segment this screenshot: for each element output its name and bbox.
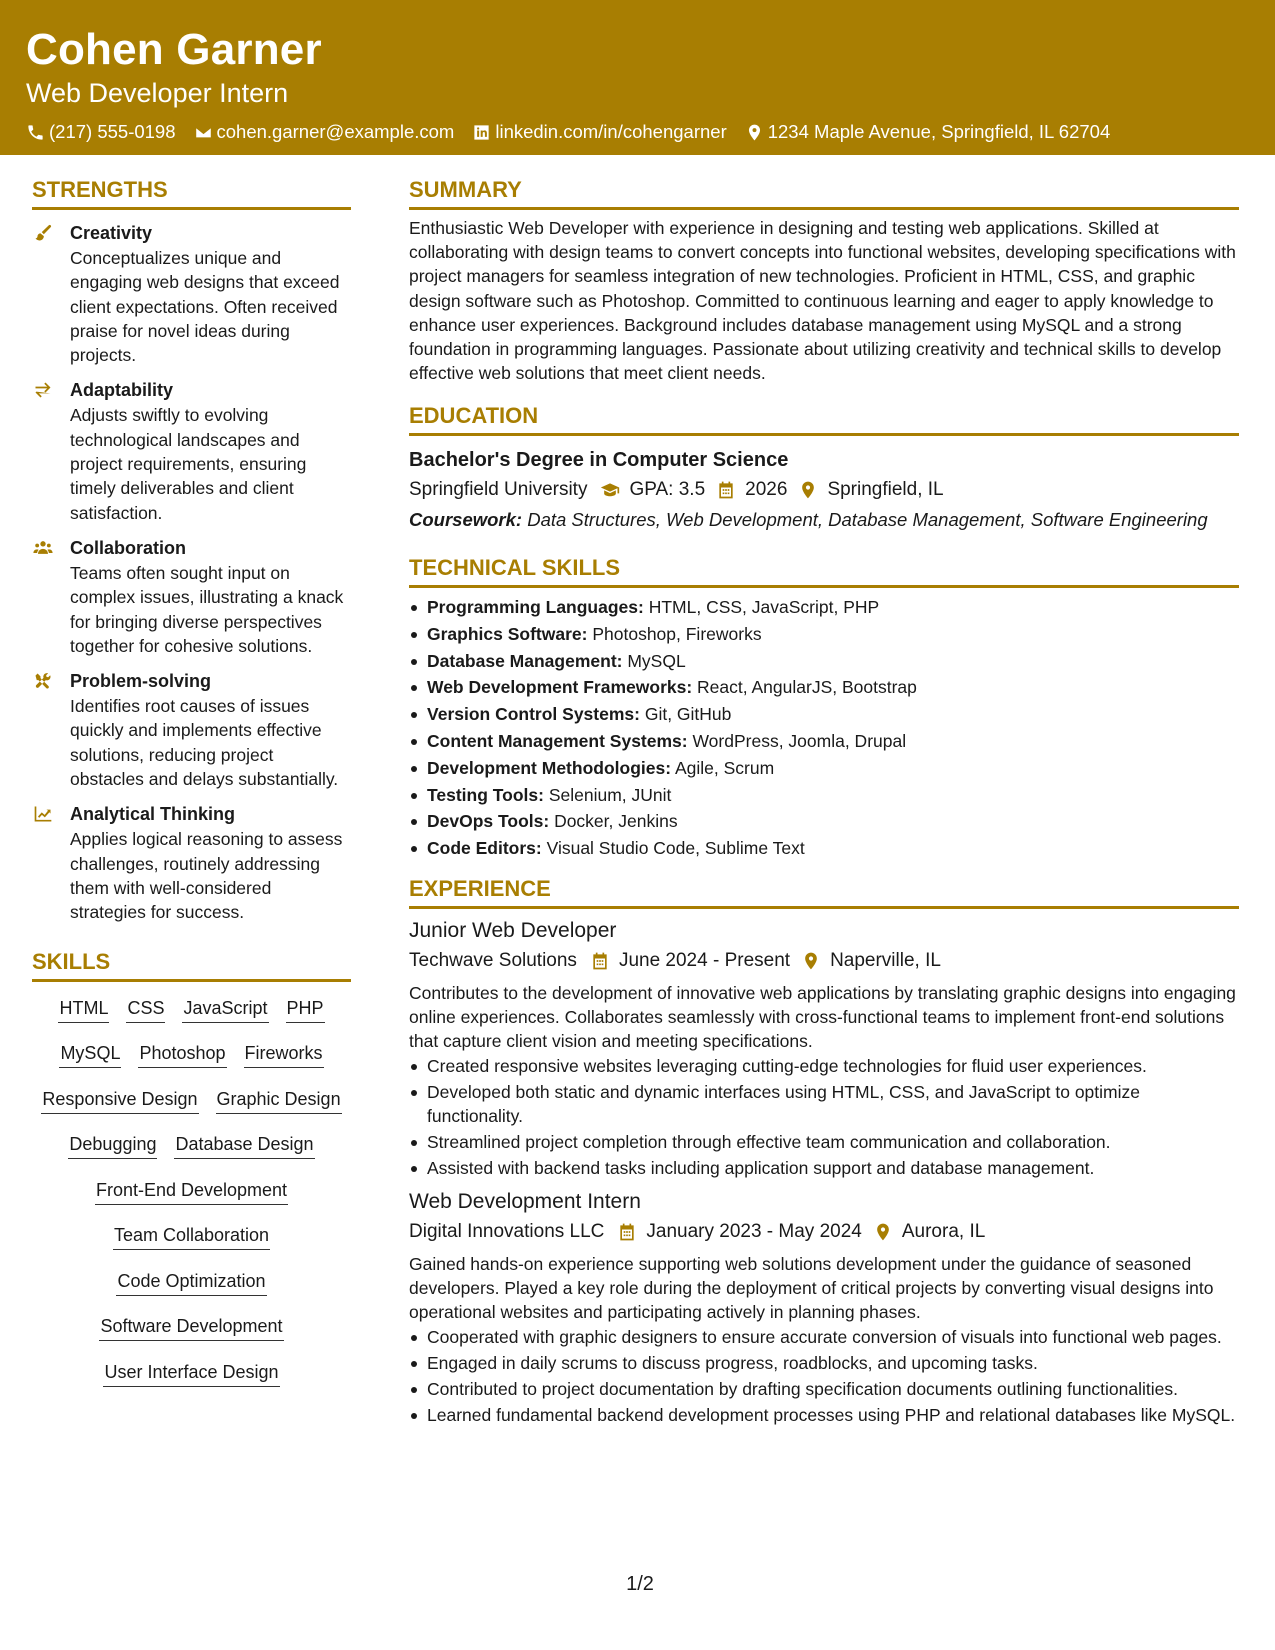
job-title: Web Development Intern bbox=[409, 1189, 641, 1213]
strength-title: Adaptability bbox=[70, 380, 174, 401]
school-location: Springfield, IL bbox=[827, 479, 944, 501]
tools-icon bbox=[32, 671, 54, 691]
resume-header bbox=[0, 0, 1275, 155]
skill-values: MySQL bbox=[622, 650, 686, 671]
envelope-icon bbox=[194, 123, 213, 142]
skill-row bbox=[32, 1358, 351, 1404]
list-item bbox=[409, 674, 1239, 701]
degree-title: Bachelor's Degree in Computer Science bbox=[409, 449, 789, 472]
skill-category: Graphics Software: bbox=[427, 623, 588, 644]
list-item bbox=[409, 594, 1239, 621]
job-description: Gained hands-on experience supporting web solutions development under the guidance of seasoned developers. Played a key role during the deployment of critical projects by converting visual designs into operational websites and participating actively in planning phases. bbox=[409, 1253, 1214, 1323]
skill-category: Development Methodologies: bbox=[427, 757, 672, 778]
strength-item bbox=[32, 377, 351, 524]
skill-category: Web Development Frameworks: bbox=[427, 677, 693, 698]
strength-item bbox=[32, 220, 351, 367]
skill-tag: Code Optimization bbox=[116, 1269, 266, 1296]
skill-category: Code Editors: bbox=[427, 838, 542, 859]
skill-category: Content Management Systems: bbox=[427, 730, 688, 751]
coursework-label: Coursework: bbox=[409, 509, 523, 531]
company-name: Techwave Solutions bbox=[409, 949, 577, 971]
list-item: Developed both static and dynamic interfaces using HTML, CSS, and JavaScript to optimize functionality. bbox=[409, 1080, 1239, 1128]
list-item bbox=[409, 755, 1239, 782]
strength-item bbox=[32, 535, 351, 658]
list-item bbox=[409, 728, 1239, 755]
job-bullets bbox=[409, 1325, 1239, 1427]
map-pin-icon bbox=[800, 951, 822, 971]
strength-desc: Teams often sought input on complex issues, illustrating a knack for bringing diverse perspectives together for cohesive solutions. bbox=[70, 562, 344, 656]
skill-tag: Fireworks bbox=[244, 1041, 324, 1068]
skill-tag: Software Development bbox=[99, 1314, 283, 1341]
graduation-cap-icon bbox=[599, 480, 621, 500]
skill-tag: MySQL bbox=[59, 1041, 121, 1068]
email-text: cohen.garner@example.com bbox=[216, 121, 455, 142]
skill-category: Database Management: bbox=[427, 650, 623, 671]
strength-title: Creativity bbox=[70, 223, 153, 243]
skill-values: Selenium, JUnit bbox=[543, 784, 672, 805]
map-pin-icon bbox=[872, 1222, 894, 1242]
skill-values: Photoshop, Fireworks bbox=[587, 623, 762, 644]
calendar-icon bbox=[616, 1222, 638, 1242]
contact-bar bbox=[26, 120, 1249, 144]
list-item bbox=[409, 808, 1239, 835]
skills-heading: SKILLS bbox=[32, 947, 351, 982]
skill-tag: Database Design bbox=[174, 1132, 314, 1159]
job-meta bbox=[409, 1218, 1239, 1246]
list-item bbox=[409, 782, 1239, 809]
skill-category: DevOps Tools: bbox=[427, 811, 550, 832]
contact-linkedin[interactable] bbox=[472, 120, 726, 144]
job-bullets bbox=[409, 1054, 1239, 1180]
skill-tag: PHP bbox=[286, 996, 325, 1023]
job-meta bbox=[409, 947, 1239, 975]
candidate-role: Web Developer Intern bbox=[26, 78, 289, 108]
gpa-text: GPA: 3.5 bbox=[629, 479, 706, 501]
skill-tag: User Interface Design bbox=[103, 1360, 279, 1387]
graduation-year: 2026 bbox=[745, 479, 788, 501]
skill-category: Version Control Systems: bbox=[427, 704, 640, 725]
strength-title: Problem-solving bbox=[70, 671, 212, 692]
map-pin-icon bbox=[797, 480, 819, 500]
skill-row bbox=[32, 1085, 351, 1131]
linkedin-icon bbox=[472, 123, 491, 142]
skill-category: Programming Languages: bbox=[427, 596, 644, 617]
technical-skills-heading: TECHNICAL SKILLS bbox=[409, 553, 1239, 588]
job-location: Aurora, IL bbox=[901, 1220, 986, 1242]
strength-desc: Identifies root causes of issues quickly and implements effective solutions, reducing project obstacles and delays substantially. bbox=[70, 696, 339, 790]
contact-phone[interactable] bbox=[26, 120, 176, 144]
strength-title: Analytical Thinking bbox=[70, 804, 236, 825]
phone-icon bbox=[26, 123, 45, 142]
swap-arrows-icon bbox=[32, 380, 54, 400]
company-name: Digital Innovations LLC bbox=[409, 1220, 605, 1242]
experience-heading: EXPERIENCE bbox=[409, 874, 1239, 909]
coursework bbox=[409, 508, 1239, 533]
phone-text: (217) 555-0198 bbox=[49, 121, 176, 142]
chart-line-icon bbox=[32, 804, 54, 824]
job-location: Naperville, IL bbox=[830, 949, 941, 971]
skill-tag: Photoshop bbox=[138, 1041, 226, 1068]
summary-text: Enthusiastic Web Developer with experience in designing and testing web applications. Skilled at collaborating with design teams to convert concepts into functional websites, developing specifications with project managers for seamless integration of new technologies. Proficient in HTML, CSS, and graphic design software such as Photoshop. Committed to continuous learning and eager to apply knowledge to enhance user experiences. Background includes database management using MySQL and a strong foundation in programming languages. Passionate about utilizing creativity and technical skills to develop effective web solutions that meet client needs. bbox=[409, 218, 1236, 384]
job-description: Contributes to the development of innovative web applications by translating graphic designs into engaging online experiences. Collaborates seamlessly with cross-functional teams to implement front-end solutions that capture client vision and meeting specifications. bbox=[409, 982, 1236, 1052]
strength-item bbox=[32, 668, 351, 791]
job-dates: January 2023 - May 2024 bbox=[646, 1220, 862, 1242]
list-item: Assisted with backend tasks including application support and database management. bbox=[409, 1156, 1239, 1180]
skill-values: React, AngularJS, Bootstrap bbox=[692, 677, 917, 698]
strength-desc: Applies logical reasoning to assess challenges, routinely addressing them with well-considered strategies for success. bbox=[70, 829, 343, 923]
technical-skills-list bbox=[409, 594, 1239, 862]
list-item bbox=[409, 835, 1239, 862]
list-item bbox=[409, 621, 1239, 648]
list-item bbox=[409, 648, 1239, 675]
skill-row bbox=[32, 1221, 351, 1267]
page-number: 1/2 bbox=[626, 1573, 654, 1595]
skill-tag: Graphic Design bbox=[216, 1087, 342, 1114]
list-item bbox=[409, 701, 1239, 728]
skill-row bbox=[32, 1312, 351, 1358]
school-name: Springfield University bbox=[409, 479, 588, 501]
skill-tag: HTML bbox=[58, 996, 109, 1023]
skill-values: Docker, Jenkins bbox=[549, 811, 678, 832]
left-column bbox=[32, 175, 351, 1403]
contact-email[interactable] bbox=[194, 120, 455, 144]
list-item: Engaged in daily scrums to discuss progress, roadblocks, and upcoming tasks. bbox=[409, 1351, 1239, 1375]
strength-title: Collaboration bbox=[70, 537, 186, 558]
list-item: Streamlined project completion through effective team communication and collaboration. bbox=[409, 1130, 1239, 1154]
paintbrush-icon bbox=[32, 223, 54, 243]
coursework-list: Data Structures, Web Development, Database Management, Software Engineering bbox=[522, 509, 1208, 531]
list-item: Cooperated with graphic designers to ensure accurate conversion of visuals into functional web pages. bbox=[409, 1325, 1239, 1349]
calendar-icon bbox=[715, 480, 737, 500]
summary-heading: SUMMARY bbox=[409, 175, 1239, 210]
list-item: Contributed to project documentation by drafting specification documents outlining functionalities. bbox=[409, 1377, 1239, 1401]
job-entry bbox=[409, 1188, 1239, 1427]
skill-values: WordPress, Joomla, Drupal bbox=[687, 730, 907, 751]
skill-row bbox=[32, 1039, 351, 1085]
skill-row bbox=[32, 1267, 351, 1313]
education-heading: EDUCATION bbox=[409, 401, 1239, 436]
strength-item bbox=[32, 801, 351, 924]
skill-tag: Debugging bbox=[68, 1132, 157, 1159]
education-meta bbox=[409, 476, 1239, 504]
skill-values: Visual Studio Code, Sublime Text bbox=[541, 838, 805, 859]
address-text: 1234 Maple Avenue, Springfield, IL 62704 bbox=[767, 121, 1111, 142]
skill-tag: Team Collaboration bbox=[113, 1223, 270, 1250]
job-entry bbox=[409, 917, 1239, 1180]
job-title: Junior Web Developer bbox=[409, 918, 617, 942]
candidate-name: Cohen Garner bbox=[26, 25, 322, 74]
contact-address bbox=[745, 120, 1111, 144]
linkedin-text: linkedin.com/in/cohengarner bbox=[495, 121, 727, 142]
strength-desc: Conceptualizes unique and engaging web designs that exceed client expectations. Often received praise for novel ideas during projects. bbox=[70, 248, 340, 366]
skill-values: HTML, CSS, JavaScript, PHP bbox=[643, 596, 880, 617]
skill-row bbox=[32, 1130, 351, 1176]
skill-values: Git, GitHub bbox=[639, 704, 732, 725]
skill-values: Agile, Scrum bbox=[671, 757, 775, 778]
skill-category: Testing Tools: bbox=[427, 784, 544, 805]
skill-tag: JavaScript bbox=[182, 996, 268, 1023]
strengths-heading: STRENGTHS bbox=[32, 175, 351, 210]
calendar-icon bbox=[589, 951, 611, 971]
map-pin-icon bbox=[745, 123, 764, 142]
skills-list bbox=[32, 994, 351, 1404]
skill-tag: CSS bbox=[126, 996, 165, 1023]
list-item: Learned fundamental backend development processes using PHP and relational databases like MySQL. bbox=[409, 1403, 1239, 1427]
strength-desc: Adjusts swiftly to evolving technological landscapes and project requirements, ensuring timely deliverables and client satisfaction. bbox=[70, 405, 307, 523]
users-icon bbox=[32, 538, 54, 558]
list-item: Created responsive websites leveraging cutting-edge technologies for fluid user experiences. bbox=[409, 1054, 1239, 1078]
skill-tag: Front-End Development bbox=[95, 1178, 288, 1205]
skill-tag: Responsive Design bbox=[41, 1087, 198, 1114]
job-dates: June 2024 - Present bbox=[618, 949, 791, 971]
skill-row bbox=[32, 1176, 351, 1222]
right-column bbox=[409, 175, 1239, 1429]
skill-row bbox=[32, 994, 351, 1040]
